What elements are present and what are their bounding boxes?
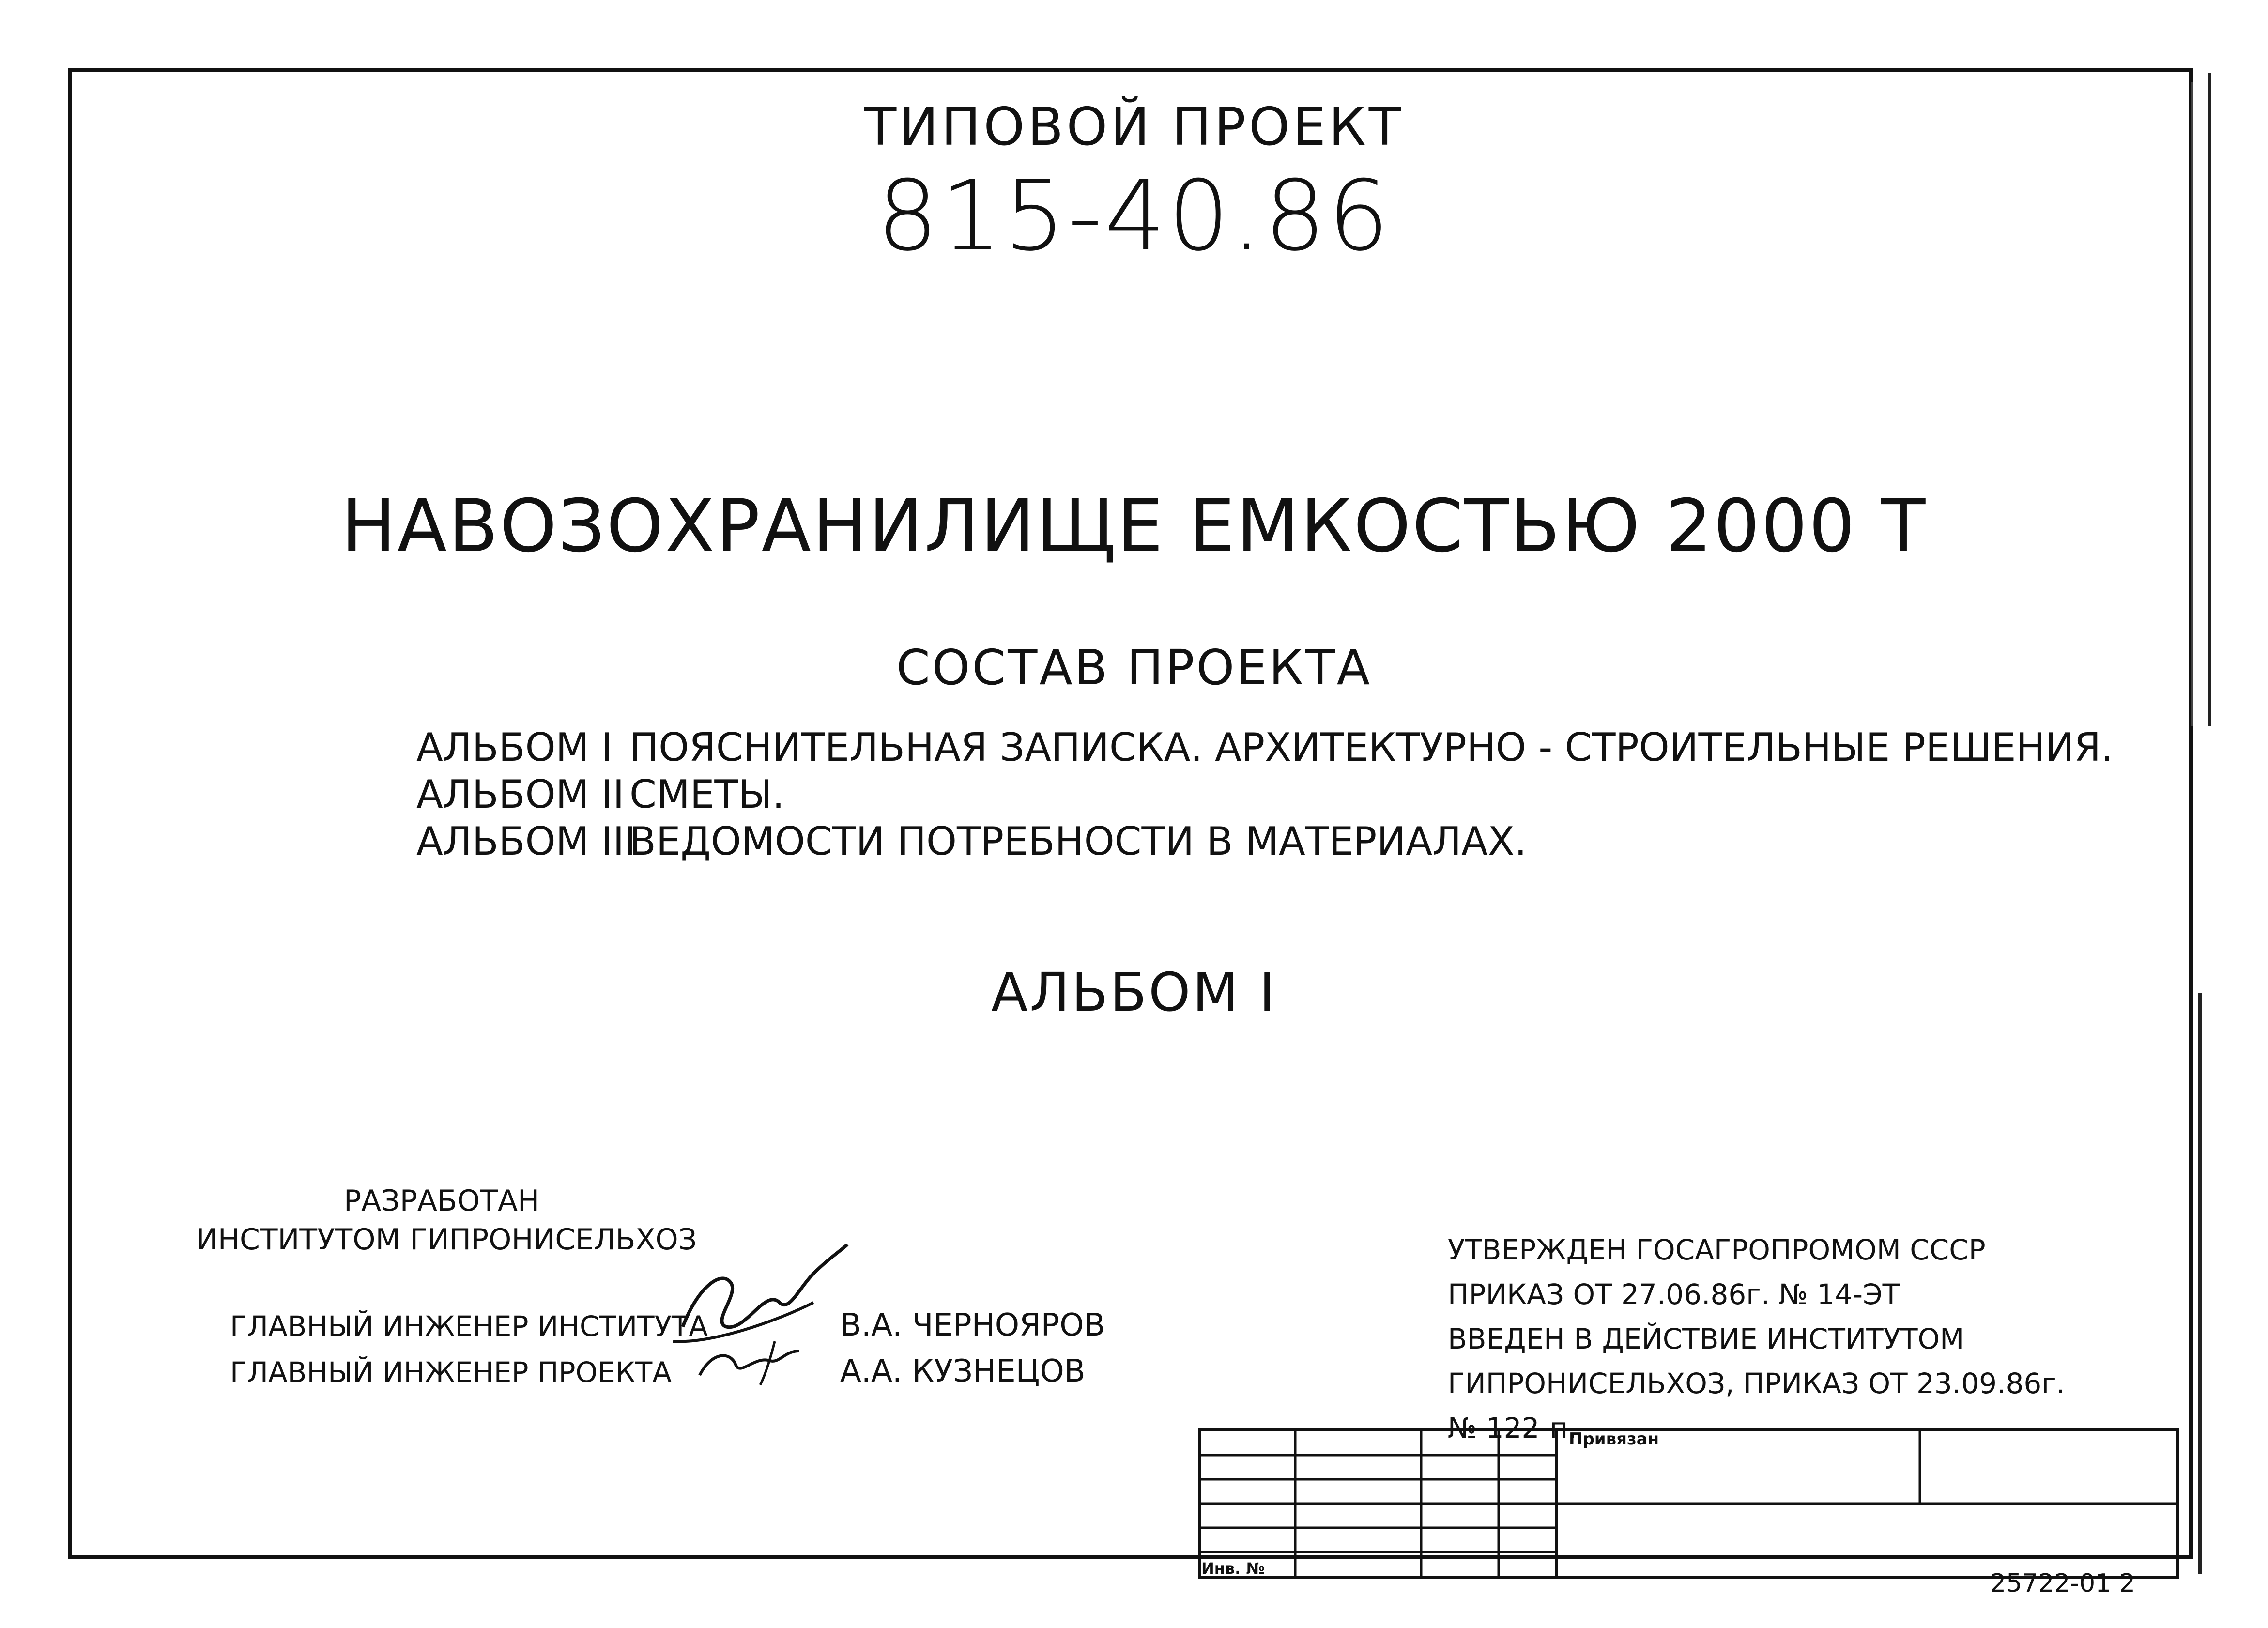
- album-row: [416, 771, 2114, 818]
- current-album-heading: АЛЬБОМ I: [991, 961, 1277, 1023]
- composition-heading: СОСТАВ ПРОЕКТА: [896, 639, 1372, 696]
- approval-line: ПРИКАЗ ОТ 27.06.86г. № 14-ЭТ: [1448, 1278, 1900, 1311]
- signatory-role: ГЛАВНЫЙ ИНЖЕНЕР ИНСТИТУТА: [230, 1310, 708, 1343]
- album-row: [416, 818, 2114, 865]
- document-title: НАВОЗОХРАНИЛИЩЕ ЕМКОСТЬЮ 2000 Т: [341, 484, 1927, 568]
- approval-line: № 122-п.: [1448, 1412, 1577, 1444]
- developer-institute: ИНСТИТУТОМ ГИПРОНИСЕЛЬХОЗ: [196, 1223, 697, 1257]
- developed-by-label: РАЗРАБОТАН: [344, 1184, 540, 1218]
- album-description: СМЕТЫ.: [629, 772, 785, 817]
- album-label: АЛЬБОМ II: [416, 772, 625, 817]
- approval-line: ГИПРОНИСЕЛЬХОЗ, ПРИКАЗ ОТ 23.09.86г.: [1448, 1367, 2066, 1400]
- approval-line: УТВЕРЖДЕН ГОСАГРОПРОМОМ СССР: [1448, 1233, 1986, 1266]
- album-description: ВЕДОМОСТИ ПОТРЕБНОСТИ В МАТЕРИАЛАХ.: [629, 819, 1527, 864]
- signatory-name: В.А. ЧЕРНОЯРОВ: [840, 1307, 1105, 1343]
- album-row: [416, 724, 2114, 771]
- stamp-privyazan-label: Привязан: [1569, 1429, 1659, 1449]
- handwritten-signatures: [654, 1230, 857, 1392]
- stamp-inventory-label: Инв. №: [1201, 1559, 1265, 1578]
- type-project-label: ТИПОВОЙ ПРОЕКТ: [864, 97, 1404, 157]
- approval-block: [1448, 1228, 2065, 1450]
- project-number: 815-40.86: [876, 160, 1392, 273]
- approval-line: ВВЕДЕН В ДЕЙСТВИЕ ИНСТИТУТОМ: [1448, 1322, 1964, 1355]
- album-list: [416, 724, 2114, 865]
- sheet-code: 25722-01 2: [1990, 1569, 2135, 1598]
- title-stamp: [1198, 1428, 2179, 1579]
- sheet-edge-line: [2198, 993, 2202, 1574]
- signatory-name: А.А. КУЗНЕЦОВ: [840, 1353, 1086, 1389]
- album-label: АЛЬБОМ III: [416, 819, 636, 864]
- signatory-role: ГЛАВНЫЙ ИНЖЕНЕР ПРОЕКТА: [230, 1356, 672, 1389]
- album-description: ПОЯСНИТЕЛЬНАЯ ЗАПИСКА. АРХИТЕКТУРНО - СТРОИТЕЛЬНЫЕ РЕШЕНИЯ.: [629, 725, 2114, 770]
- album-label: АЛЬБОМ I: [416, 725, 613, 770]
